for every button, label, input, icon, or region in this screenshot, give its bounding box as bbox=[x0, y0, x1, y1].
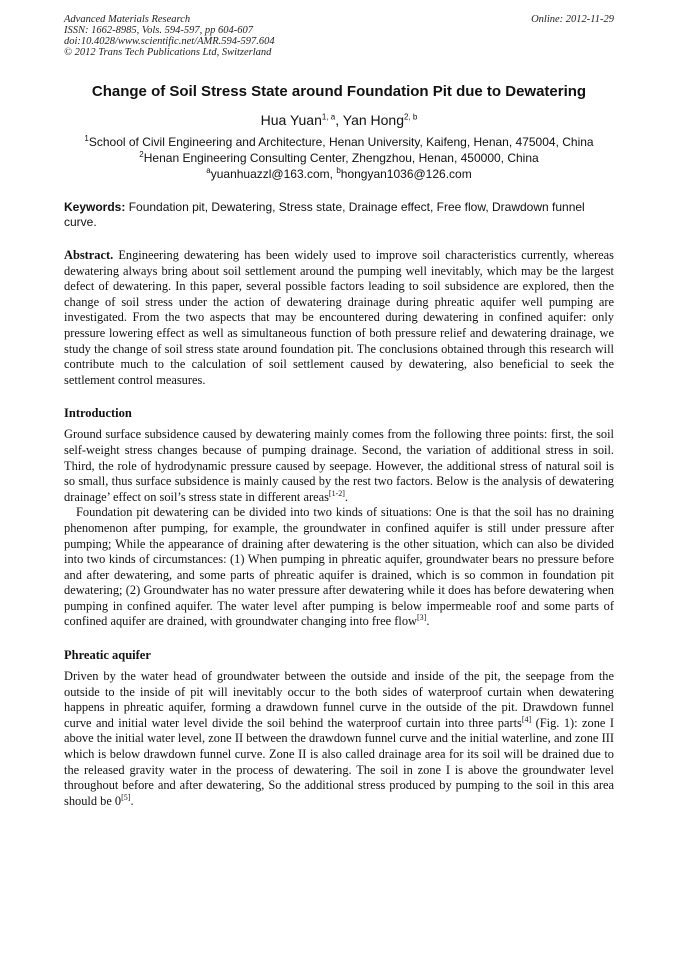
intro-paragraph-2 bbox=[64, 505, 614, 630]
phreatic-paragraph-1 bbox=[64, 669, 614, 809]
paragraph-text: (Fig. 1): zone I above the initial water level, zone II between the drawdown funnel curve and the initial waterline, and zone III which is below drawdown funnel curve. Zone II is also called drainage area for its soil will be drained due to the released gravity water in the process of dewatering. The soil in zone I is above the groundwater level throughout before and after dewatering, So the additional stress produced by pumping to the soil in this area should be 0 bbox=[64, 715, 614, 808]
affiliation-text: School of Civil Engineering and Architecture, Henan University, Kaifeng, Henan, 475004, China bbox=[88, 135, 594, 149]
author-separator: , bbox=[335, 112, 343, 128]
online-date: Online: 2012-11-29 bbox=[531, 14, 614, 25]
author-affiliation-mark: 1, a bbox=[321, 112, 336, 122]
author-list bbox=[64, 112, 614, 129]
author-name: Hua Yuan bbox=[260, 112, 322, 128]
journal-header bbox=[64, 14, 614, 58]
keywords bbox=[64, 200, 614, 230]
keywords-text: Foundation pit, Dewatering, Stress state, Drainage effect, Free flow, Drawdown funnel curve. bbox=[64, 200, 585, 229]
author-affiliation-mark: 2, b bbox=[404, 112, 418, 122]
citation: [5] bbox=[121, 792, 131, 802]
section-heading-phreatic: Phreatic aquifer bbox=[64, 648, 151, 663]
intro-paragraph-1 bbox=[64, 427, 614, 505]
paragraph-end: . bbox=[426, 614, 430, 629]
email-address: yuanhuazzl@163.com, bbox=[210, 167, 337, 181]
affiliation-2 bbox=[64, 150, 614, 166]
paragraph-text: Ground surface subsidence caused by dewatering mainly comes from the following three points: first, the soil self-weight stress changes because of pumping drainage. Second, the variation of additional stress in soil. Third, the role of hydrodynamic pressure caused by seepage. However, the additional stress of natural soil is so small, thus surface subsidence is mainly caused by the rest two factors. Below is the analysis of dewatering drainage’ effect on soil’s stress state in different areas bbox=[64, 427, 614, 504]
paper-title: Change of Soil Stress State around Foundation Pit due to Dewatering bbox=[91, 83, 587, 100]
email-line bbox=[64, 166, 614, 182]
affiliation-text: Henan Engineering Consulting Center, Zhengzhou, Henan, 450000, China bbox=[143, 151, 539, 165]
abstract bbox=[64, 248, 614, 388]
email-mark: b bbox=[336, 166, 341, 175]
paragraph-text: Foundation pit dewatering can be divided into two kinds of situations: One is that the soil has no draining phenomenon after pumping, for example, the groundwater in confined aquifer is still under pressure after pumping; While the appearance of draining after dewatering is the other situation, which can also be divided into two kinds of circumstances: (1) When pumping in phreatic aquifer, groundwater bears no pressure before and after dewatering, and some parts of phreatic aquifer is drained, which is so common in foundation pit dewatering; (2) Groundwater has no water pressure after dewatering while it does has before dewatering when pumping in confined aquifer. The water level after pumping is below impermeable roof and some parts of confined aquifer are drained, with groundwater changing into free flow bbox=[64, 505, 614, 629]
email-address: hongyan1036@126.com bbox=[340, 167, 472, 181]
author-name: Yan Hong bbox=[342, 112, 404, 128]
affiliation-mark: 2 bbox=[139, 150, 144, 159]
abstract-label: Abstract. bbox=[64, 248, 114, 262]
affiliations bbox=[64, 134, 614, 182]
citation: [1-2] bbox=[328, 488, 345, 498]
paragraph-end: . bbox=[344, 489, 349, 504]
paper-page bbox=[64, 14, 614, 809]
affiliation-1 bbox=[64, 134, 614, 150]
keywords-label: Keywords: bbox=[64, 200, 126, 214]
copyright-line: © 2012 Trans Tech Publications Ltd, Switzerland bbox=[64, 47, 272, 58]
issn-line: ISSN: 1662-8985, Vols. 594-597, pp 604-607 bbox=[64, 25, 253, 36]
citation: [4] bbox=[521, 714, 532, 724]
affiliation-mark: 1 bbox=[84, 134, 89, 143]
abstract-text: Engineering dewatering has been widely used to improve soil characteristics currently, whereas dewatering always bring about soil settlement around the pumping well inevitably, which may be the largest defect of dewatering. In this paper, several possible factors leading to soil subsidence are explored, then the change of soil stress under the action of dewatering drainage during phreatic aquifer well pumping are investigated. From the two aspects that may be encountered during dewatering in confined aquifer: only pressure lowering effect as well as simultaneous function of both pressure relief and dewatering drainage, we study the change of soil stress state around foundation pit. The conclusions obtained through this research will contribute much to the calculation of soil settlement caused by dewatering, also beneficial to seek the settlement control measures. bbox=[64, 248, 614, 387]
citation: [3] bbox=[417, 613, 427, 623]
journal-name: Advanced Materials Research bbox=[64, 14, 191, 25]
section-heading-introduction: Introduction bbox=[64, 406, 132, 421]
paragraph-text: Driven by the water head of groundwater between the outside and inside of the pit, the seepage from the outside to the inside of pit will inevitably occur to the both sides of waterproof curtain when dewatering happens in phreatic aquifer, forming a drawdown funnel curve in the outside of the pit. Drawdown funnel curve and initial water level divide the soil behind the waterproof curtain into three parts bbox=[64, 669, 614, 730]
email-mark: a bbox=[206, 166, 211, 175]
paragraph-end: . bbox=[130, 793, 134, 808]
doi-line: doi:10.4028/www.scientific.net/AMR.594-597.604 bbox=[64, 36, 275, 47]
